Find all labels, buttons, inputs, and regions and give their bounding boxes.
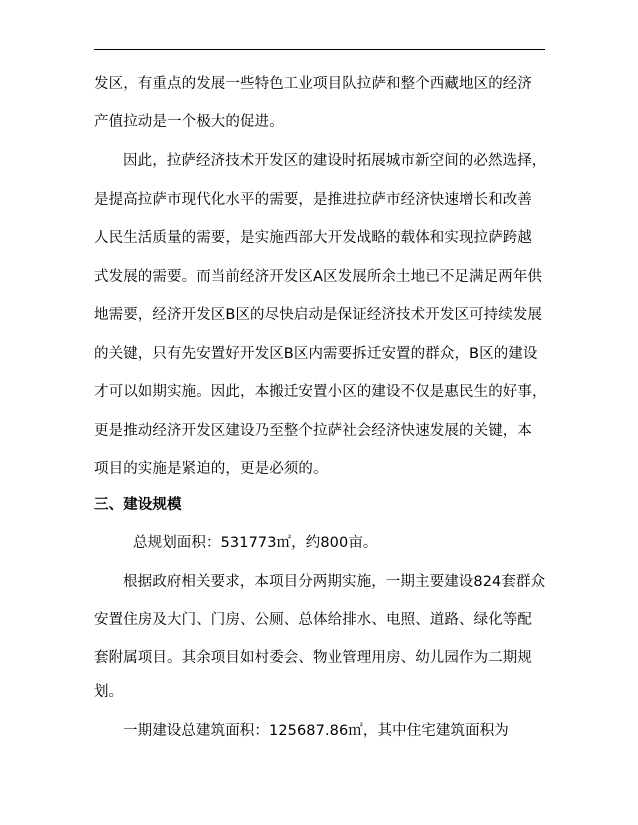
paragraph-2-line-4: 式发展的需要。而当前经济开发区A区发展所余土地已不足满足两年供 [94, 269, 543, 285]
total-area-line: 总规划面积：531773㎡，约800亩。 [133, 535, 378, 551]
paragraph-4-line-1: 一期建设总建筑面积：125687.86㎡，其中住宅建筑面积为 [123, 723, 509, 739]
paragraph-2-line-8: 更是推动经济开发区建设乃至整个拉萨社会经济快速发展的关键，本 [94, 423, 532, 439]
paragraph-2-line-2: 是提高拉萨市现代化水平的需要，是推进拉萨市经济快速增长和改善 [94, 192, 532, 208]
paragraph-2-line-1: 因此，拉萨经济技术开发区的建设时拓展城市新空间的必然选择， [123, 153, 547, 169]
paragraph-2-line-5: 地需要，经济开发区B区的尽快启动是保证经济技术开发区可持续发展 [94, 307, 543, 323]
paragraph-3-line-3: 套附属项目。其余项目如村委会、物业管理用房、幼儿园作为二期规 [94, 650, 532, 666]
paragraph-2-line-6: 的关键，只有先安置好开发区B区内需要拆迁安置的群众，B区的建设 [94, 346, 538, 362]
paragraph-3-line-4: 划。 [94, 684, 124, 700]
section-heading: 三、建设规模 [94, 497, 182, 513]
paragraph-1-line-1: 发区，有重点的发展一些特色工业项目队拉萨和整个西藏地区的经济 [94, 76, 532, 92]
paragraph-2-line-7: 才可以如期实施。因此，本搬迁安置小区的建设不仅是惠民生的好事， [94, 384, 547, 400]
paragraph-1-line-2: 产值拉动是一个极大的促进。 [94, 114, 284, 130]
paragraph-2-line-3: 人民生活质量的需要，是实施西部大开发战略的载体和实现拉萨跨越 [94, 230, 532, 246]
paragraph-2-line-9: 项目的实施是紧迫的，更是必须的。 [94, 461, 328, 477]
paragraph-3-line-1: 根据政府相关要求，本项目分两期实施，一期主要建设824套群众 [123, 574, 546, 590]
paragraph-3-line-2: 安置住房及大门、门房、公厕、总体给排水、电照、道路、绿化等配 [94, 612, 532, 628]
header-rule [94, 49, 545, 50]
